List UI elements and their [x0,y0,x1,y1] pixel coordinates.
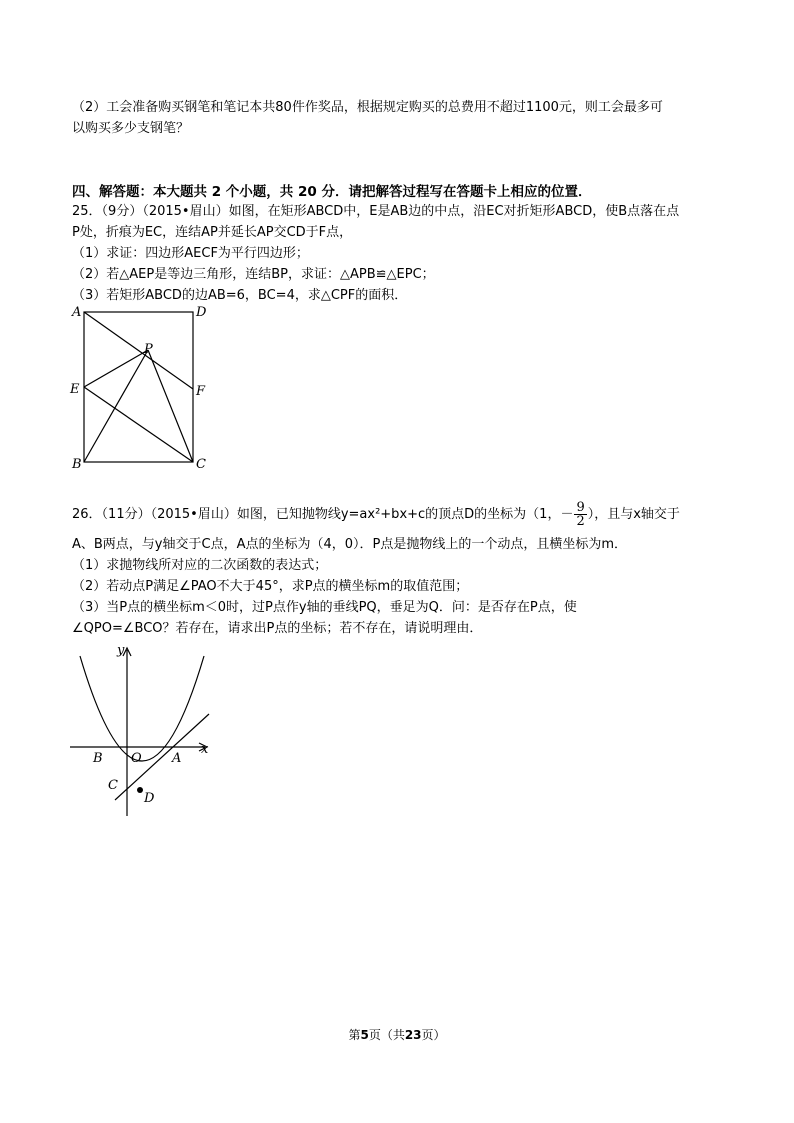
segment-ep [84,350,148,387]
label-c: C [196,457,206,472]
footer-mid: 页（共 [368,1028,405,1042]
label-f: F [196,384,206,399]
q24-part2-line2: 以购买多少支钢笔？ [72,121,190,136]
q26-line1-post: ），且与x轴交于 [587,507,680,522]
page-footer [0,1026,794,1043]
vertex-y-fraction [574,501,586,528]
label-d: D [144,791,155,806]
q26-part2: （2）若动点P满足∠PAO不大于45°，求P点的横坐标m的取值范围； [72,579,469,594]
label-a: A [72,305,82,320]
segment-ec [84,387,193,462]
segment-pc [148,350,193,462]
label-e: E [70,382,80,397]
q26-part3-line1: （3）当P点的横坐标m＜0时，过P点作y轴的垂线PQ，垂足为Q．问：是否存在P点，使 [72,600,577,615]
parabola [80,656,204,761]
label-p: P [144,342,153,357]
q25-line1: 25．（9分）（2015•眉山）如图，在矩形ABCD中，E是AB边的中点，沿EC对折矩形ABCD，使B点落在点 [72,204,680,219]
label-y: y [117,643,125,658]
rectangle-abcd [84,312,193,462]
q25-part1: （1）求证：四边形AECF为平行四边形； [72,246,309,261]
q26-figure [60,640,230,820]
q25-line2: P处，折痕为EC，连结AP并延长AP交CD于F点， [72,225,353,240]
q25-figure [60,300,220,475]
q25-part2: （2）若△AEP是等边三角形，连结BP，求证：△APB≌△EPC； [72,267,435,282]
footer-page-number: 5 [360,1028,369,1042]
segment-bp [84,350,148,462]
vertex-d-point [137,787,143,793]
q26-part3-line2: ∠QPO=∠BCO？若存在，请求出P点的坐标；若不存在，请说明理由． [72,621,483,636]
fraction-denominator: 2 [576,514,585,529]
footer-total-pages: 23 [404,1028,422,1042]
section-heading: 四、解答题：本大题共 2 个小题，共 20 分．请把解答过程写在答题卡上相应的位置． [72,184,592,200]
q26-line1 [72,500,680,530]
q26-line2: A、B两点，与y轴交于C点，A点的坐标为（4，0）．P点是抛物线上的一个动点，且横坐标为m． [72,537,628,552]
label-b: B [93,751,103,766]
label-a: A [172,751,182,766]
label-x: x [201,742,209,757]
label-b: B [72,457,82,472]
label-c: C [108,778,118,793]
label-d: D [196,305,207,320]
q26-part1: （1）求抛物线所对应的二次函数的表达式； [72,558,328,573]
q25-part3: （3）若矩形ABCD的边AB=6，BC=4，求△CPF的面积． [72,288,408,303]
label-o: O [131,751,142,766]
fraction-numerator: 9 [576,500,585,515]
footer-pre: 第 [348,1028,361,1042]
q24-part2-line1: （2）工会准备购买钢笔和笔记本共80件作奖品，根据规定购买的总费用不超过1100元，则工会最多可 [72,100,663,115]
footer-post: 页） [421,1028,446,1042]
q26-line1-pre: 26．（11分）（2015•眉山）如图，已知抛物线y=ax²+bx+c的顶点D的坐标为（1，－ [72,507,574,522]
